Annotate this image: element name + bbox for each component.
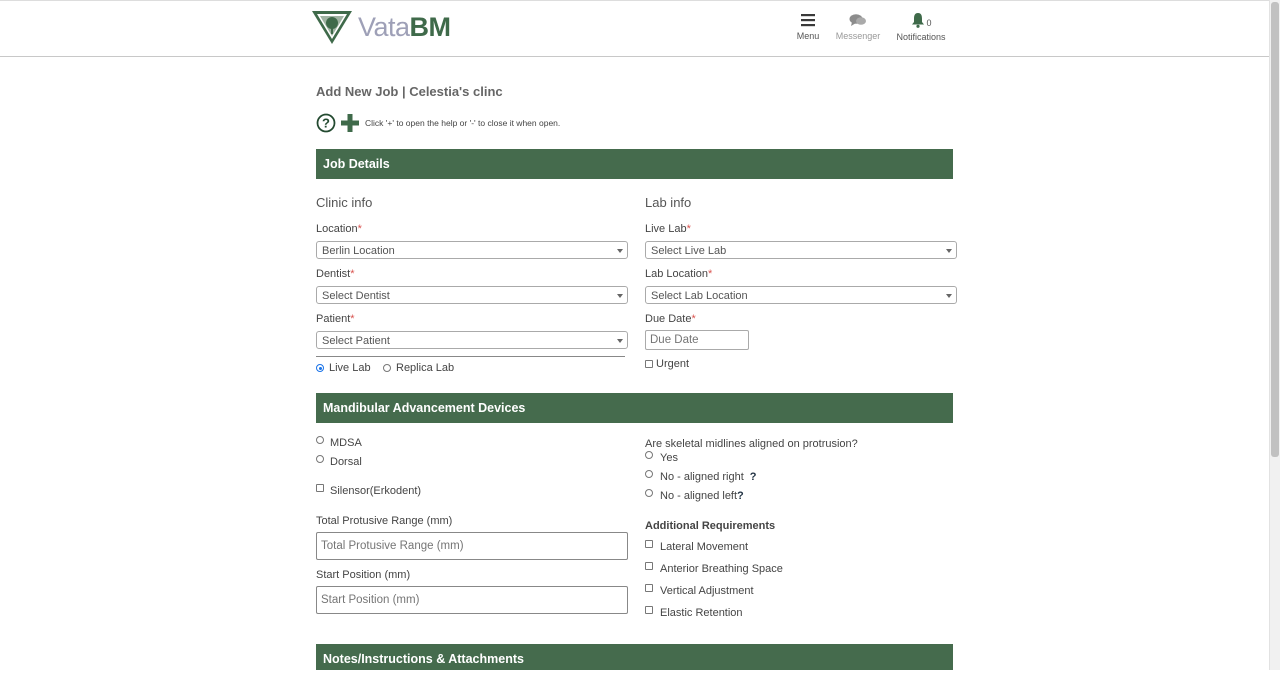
radio-button[interactable] (316, 436, 324, 444)
lab-info-title: Lab info (645, 195, 692, 210)
help-question-icon[interactable]: ? (737, 490, 744, 502)
messenger-button[interactable] (834, 13, 882, 41)
divider (316, 356, 625, 357)
menu-label: Menu (796, 31, 820, 41)
chat-bubbles-icon (849, 13, 867, 27)
radio-midline-yes[interactable]: Yes (645, 452, 678, 464)
radio-button[interactable] (316, 364, 324, 372)
live-lab-select[interactable]: Select Live Lab (645, 241, 957, 259)
help-row (316, 113, 560, 133)
midline-question: Are skeletal midlines aligned on protrusion? (645, 438, 858, 450)
radio-replica-lab[interactable]: Replica Lab (383, 362, 454, 374)
checkbox-lateral-movement[interactable]: Lateral Movement (645, 541, 748, 553)
checkbox-elastic-retention[interactable]: Elastic Retention (645, 607, 743, 619)
brand-name: VataBM (358, 11, 451, 42)
menu-button[interactable] (796, 13, 820, 41)
range-label: Total Protusive Range (mm) (316, 515, 453, 527)
patient-label: Patient* (316, 313, 355, 325)
radio-midline-left[interactable]: No - aligned left ? (645, 490, 744, 502)
due-date-input[interactable] (645, 330, 749, 350)
dentist-select[interactable]: Select Dentist (316, 286, 628, 304)
radio-button[interactable] (645, 451, 653, 459)
radio-dorsal[interactable]: Dorsal (316, 456, 362, 468)
location-select[interactable]: Berlin Location (316, 241, 628, 259)
radio-button[interactable] (645, 489, 653, 497)
chevron-down-icon (617, 339, 623, 343)
lab-location-label: Lab Location* (645, 268, 713, 280)
notifications-count: 0 (926, 18, 932, 28)
chevron-down-icon (617, 249, 623, 253)
chevron-down-icon (946, 249, 952, 253)
question-circle-icon[interactable] (316, 113, 336, 133)
top-navbar (0, 0, 1270, 57)
checkbox[interactable] (645, 540, 653, 548)
page-scrollbar[interactable] (1269, 0, 1280, 670)
live-lab-label: Live Lab* (645, 223, 691, 235)
silensor-checkbox[interactable]: Silensor(Erkodent) (316, 485, 421, 497)
checkbox[interactable] (316, 484, 324, 492)
brand-logo[interactable] (311, 9, 451, 45)
chevron-down-icon (946, 294, 952, 298)
messenger-label: Messenger (835, 31, 881, 41)
additional-requirements-title: Additional Requirements (645, 520, 776, 532)
location-label: Location* (316, 223, 362, 235)
checkbox[interactable] (645, 562, 653, 570)
checkbox-anterior-breathing[interactable]: Anterior Breathing Space (645, 563, 783, 575)
bell-icon (910, 12, 926, 28)
radio-mdsa[interactable]: MDSA (316, 437, 362, 449)
checkbox-vertical-adjustment[interactable]: Vertical Adjustment (645, 585, 754, 597)
page-title: Add New Job | Celestia's clinc (316, 84, 503, 99)
patient-select[interactable]: Select Patient (316, 331, 628, 349)
lab-location-select[interactable]: Select Lab Location (645, 286, 957, 304)
radio-button[interactable] (645, 470, 653, 478)
chevron-down-icon (617, 294, 623, 298)
plus-icon[interactable] (340, 113, 360, 133)
dentist-label: Dentist* (316, 268, 355, 280)
help-question-icon[interactable]: ? (749, 471, 757, 483)
help-text: Click '+' to open the help or '-' to close it when open. (365, 118, 561, 128)
radio-midline-right[interactable]: No - aligned right ? (645, 471, 757, 483)
checkbox[interactable] (645, 360, 653, 368)
scrollbar-thumb[interactable] (1271, 2, 1279, 457)
job-details-header: Job Details (316, 149, 953, 179)
radio-button[interactable] (383, 364, 391, 372)
hamburger-menu-icon (800, 13, 816, 27)
clinic-info-title: Clinic info (316, 195, 373, 210)
notifications-label: Notifications (896, 32, 946, 42)
urgent-checkbox[interactable]: Urgent (645, 358, 689, 370)
checkbox[interactable] (645, 606, 653, 614)
due-date-label: Due Date* (645, 313, 696, 325)
logo-tree-icon (311, 9, 353, 45)
radio-live-lab[interactable]: Live Lab (316, 362, 371, 374)
mad-header: Mandibular Advancement Devices (316, 393, 953, 423)
svg-text:?: ? (322, 115, 330, 131)
notes-header: Notes/Instructions & Attachments (316, 644, 953, 670)
checkbox[interactable] (645, 584, 653, 592)
notifications-button[interactable] (894, 12, 948, 42)
start-position-input[interactable] (316, 586, 628, 614)
range-input[interactable] (316, 532, 628, 560)
radio-button[interactable] (316, 455, 324, 463)
start-position-label: Start Position (mm) (316, 569, 411, 581)
